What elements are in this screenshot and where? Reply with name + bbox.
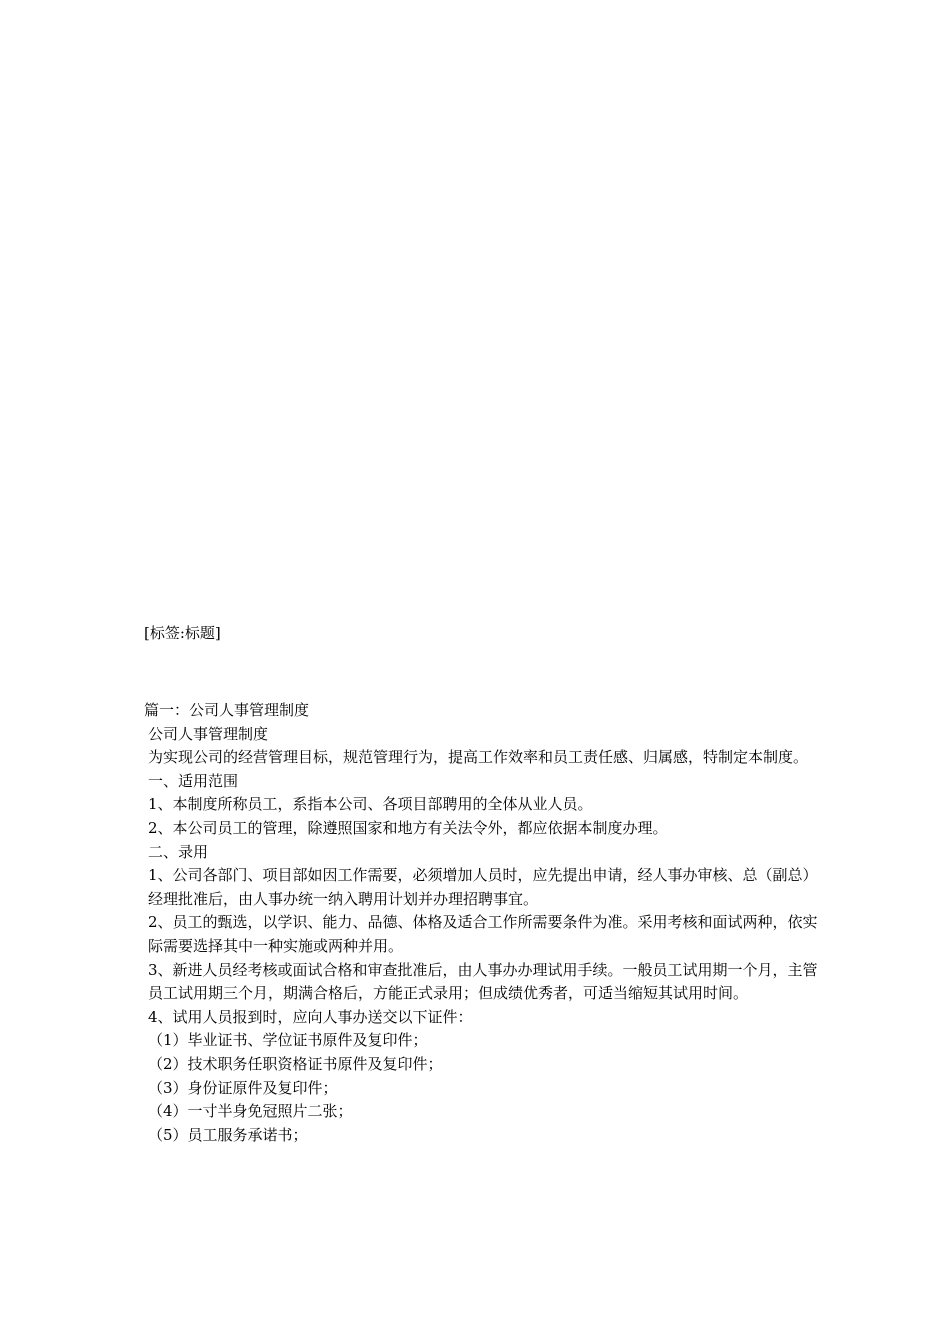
document-body bbox=[144, 699, 824, 1147]
clause-paragraph: 2、本公司员工的管理，除遵照国家和地方有关法令外，都应依据本制度办理。 bbox=[148, 818, 668, 837]
chapter-heading: 二、录用 bbox=[148, 842, 209, 861]
clause-paragraph: 1、公司各部门、项目部如因工作需要，必须增加人员时，应先提出申请，经人事办审核、总（副总）经理批准后，由人事办统一纳入聘用计划并办理招聘事宜。 bbox=[148, 866, 818, 908]
list-item: （3）身份证原件及复印件； bbox=[148, 1078, 338, 1097]
clause-paragraph: 2、员工的甄选，以学识、能力、品德、体格及适合工作所需要条件为准。采用考核和面试两种，依实际需要选择其中一种实施或两种并用。 bbox=[148, 913, 818, 955]
clause-paragraph: 3、新进人员经考核或面试合格和审查批准后，由人事办办理试用手续。一般员工试用期一个月，主管员工试用期三个月，期满合格后，方能正式录用；但成绩优秀者，可适当缩短其试用时间。 bbox=[148, 960, 818, 1003]
list-item: （4）一寸半身免冠照片二张； bbox=[148, 1102, 353, 1121]
tag-line: [标签:标题] bbox=[144, 624, 221, 642]
list-item: （1）毕业证书、学位证书原件及复印件； bbox=[148, 1031, 428, 1050]
clause-paragraph: 4、试用人员报到时，应向人事办送交以下证件： bbox=[148, 1007, 473, 1026]
chapter-heading: 一、适用范围 bbox=[148, 771, 239, 790]
section-heading: 篇一：公司人事管理制度 bbox=[144, 701, 310, 719]
clause-paragraph: 1、本制度所称员工，系指本公司、各项目部聘用的全体从业人员。 bbox=[148, 795, 593, 814]
list-item: （5）员工服务承诺书； bbox=[148, 1125, 308, 1144]
document-title: 公司人事管理制度 bbox=[148, 724, 269, 743]
list-item: （2）技术职务任职资格证书原件及复印件； bbox=[148, 1054, 443, 1073]
intro-paragraph: 为实现公司的经营管理目标，规范管理行为，提高工作效率和员工责任感、归属感，特制定本制度。 bbox=[148, 748, 809, 767]
